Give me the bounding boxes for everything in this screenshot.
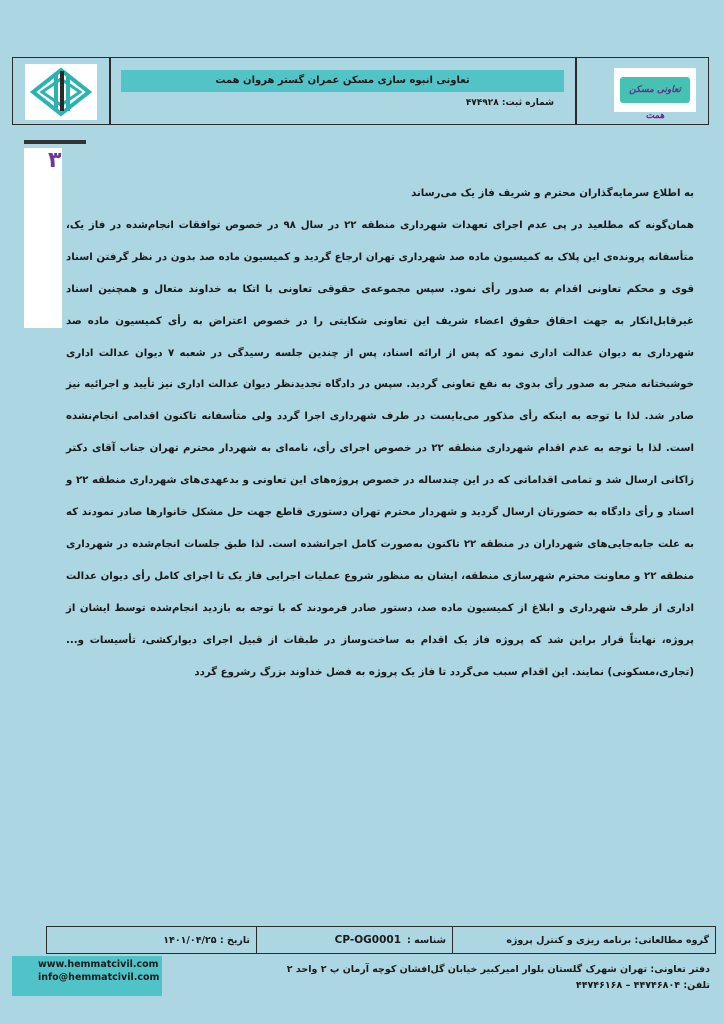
page-number: ۳ (48, 148, 62, 173)
document-id-label: شناسه : (407, 934, 446, 946)
registration-number: شماره ثبت: ۴۷۴۹۲۸ (465, 98, 554, 108)
header-center (121, 64, 564, 120)
letter-greeting: به اطلاع سرمایه‌گذاران محترم و شریف فاز یک می‌رساند (411, 188, 694, 199)
letter-body (66, 178, 694, 689)
letterhead (12, 57, 709, 125)
contact-web-box (12, 956, 162, 996)
calligraphy-logo (614, 68, 696, 121)
company-logo (25, 64, 97, 120)
office-phone: تلفن: ۴۴۷۴۶۸۰۴ – ۴۴۷۴۶۱۶۸ (575, 980, 710, 991)
page-tab-bar (24, 140, 86, 144)
company-name: تعاونی انبوه سازی مسکن عمران گستر هروان همت (121, 70, 564, 92)
document-date: تاریخ : ۱۴۰۱/۰۴/۲۵ (47, 927, 257, 953)
header-divider (109, 58, 111, 124)
office-address-block (190, 962, 710, 994)
letter-paragraph: همان‌گونه که مطلعید در پی عدم اجرای تعهدات شهرداری منطقه ۲۲ در سال ۹۸ در خصوص توافقات انجام‌شده در فاز یک، متأسفانه پرونده‌ی این پلاک به کمیسیون ماده صد شهرداری تهران ارجاع گردید و کمیسیون ماده صد بدون در نظر گرفتن اسناد قوی و محکم تعاونی اقدام به صدور رأی نمود. سپس مجموعه‌ی حقوقی تعاونی با اتکا به خداوند متعال و همچنین اسناد غیرقابل‌انکار به جهت احقاق حقوق اعضاء شریف این تعاونی شکایتی را در خصوص اعتراض به رأی کمیسیون ماده صد شهرداری به دیوان عدالت اداری نمود که پس از ارائه اسناد، پس از چندین جلسه رسیدگی در شعبه ۷ دیوان عدالت اداری خوشبختانه منجر به صدور رأی بدوی به نفع تعاونی گردید. سپس در دادگاه تجدیدنظر دیوان عدالت اداری نیز تأیید و اجرائیه نیز صادر شد. لذا با توجه به اینکه رأی مذکور می‌بایست در طرف شهرداری اجرا گردد ولی متأسفانه تاکنون اقدامی انجام‌نشده است. لذا با توجه به عدم اقدام شهرداری منطقه ۲۲ در خصوص اجرای رأی، نامه‌ای به شهردار محترم تهران جناب آقای دکتر زاکانی ارسال شد و تمامی اقداماتی که در این چندساله در خصوص پروژه‌های این تعاونی و بدعهدی‌های شهرداری منطقه ۲۲ و اسناد و رأی دادگاه به حضورتان ارسال گردید و شهردار محترم تهران دستوری قاطع جهت حل مشکل خانوارها صادر نمودند که به علت جابه‌جایی‌های شهرداران در منطقه ۲۲ تاکنون به‌صورت کامل اجرانشده است. لذا طبق جلسات انجام‌شده در شهرداری منطقه ۲۲ و معاونت محترم شهرسازی منطقه، ایشان به منظور شروع عملیات اجرایی فاز یک تا اجرای کامل رأی دیوان عدالت اداری از طرف شهرداری و ابلاغ از کمیسیون ماده صد، دستور صادر فرمودند که با توجه به بازدید انجام‌شده توسط ایشان از پروژه، نهایتاً قرار براین شد که پروژه فاز یک اقدام به ساخت‌وساز در طبقات از قبیل اجرای دیوارکشی، تأسیسات و... (تجاری،مسکونی) نمایند. این اقدام سبب می‌گردد تا فاز یک پروژه به فضل خداوند بزرگ رشروع گردد (66, 219, 694, 678)
page-side-box (24, 148, 62, 328)
document-id-value: CP-OG0001 (334, 934, 401, 946)
email-link[interactable]: info@hemmatcivil.com (38, 972, 160, 983)
footer-info-bar (46, 926, 716, 954)
calligraphy-logo-text: تعاونی مسکن همت (620, 77, 690, 103)
office-address: دفتر تعاونی: تهران شهرک گلستان بلوار امیرکبیر خیابان گل‌افشان کوچه آرمان پ ۲ واحد ۲ (286, 964, 710, 975)
website-link[interactable]: www.hemmatcivil.com (38, 959, 159, 970)
header-divider (575, 58, 577, 124)
document-id (257, 927, 453, 953)
study-group: گروه مطالعاتی: برنامه ریزی و کنترل پروژه (506, 934, 709, 946)
